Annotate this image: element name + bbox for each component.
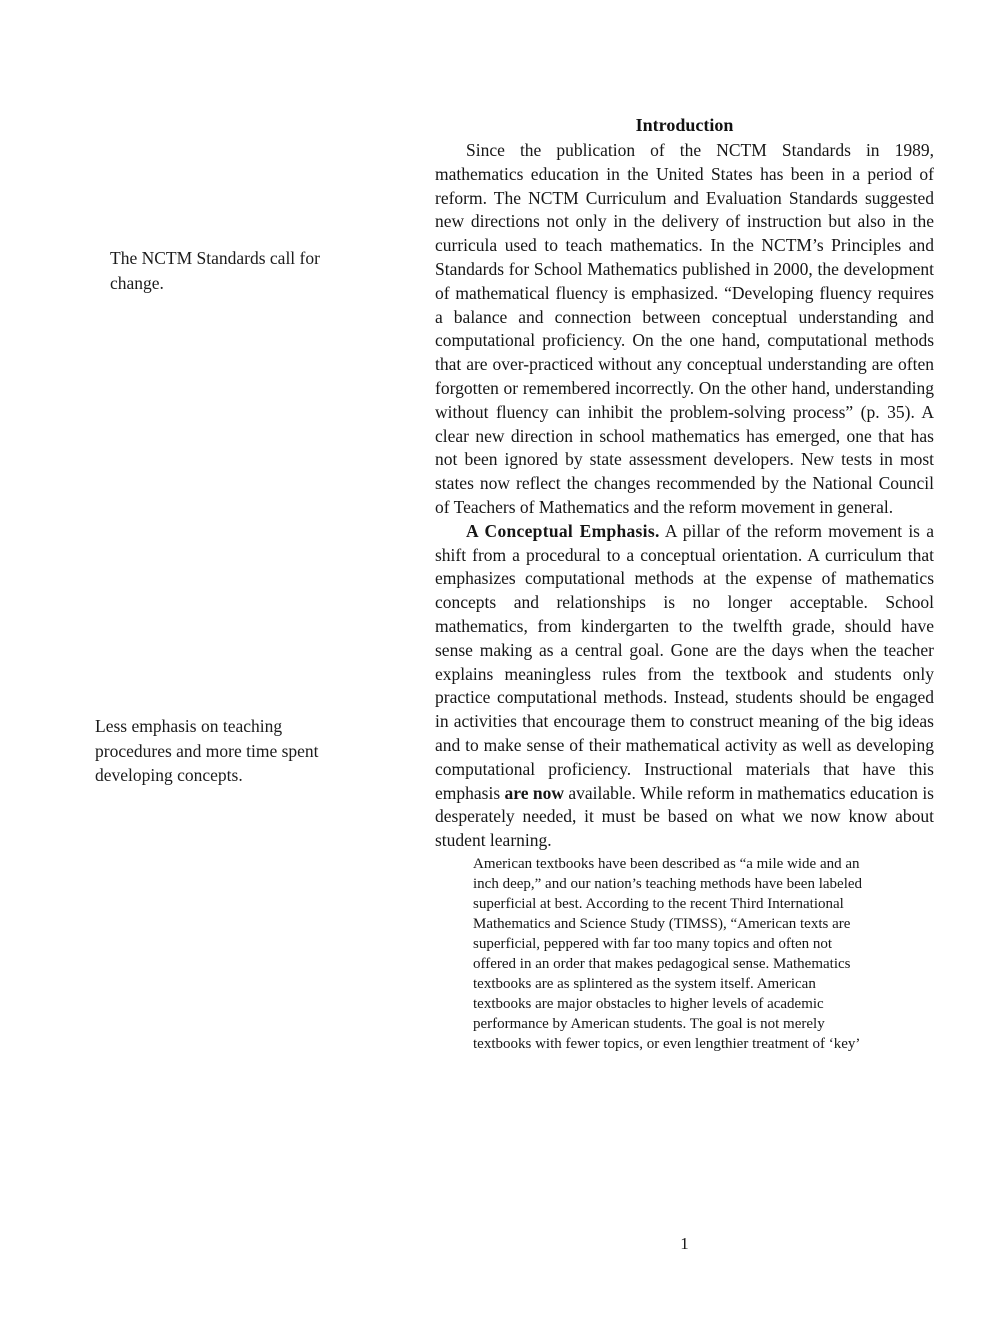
margin-note-nctm-standards: The NCTM Standards call for change.	[110, 248, 320, 293]
paragraph-lead-in: A Conceptual Emphasis.	[466, 520, 660, 541]
paragraph-conceptual-emphasis	[435, 520, 934, 853]
block-quotation-timss: American textbooks have been described as “a mile wide and an inch deep,” and our nation’s teaching methods have been labeled superficial at best. According to the recent Third International Mathematics and Science Study (TIMSS), “American texts are superficial, peppered with far too many topics and often not offered in an order that makes pedagogical sense. Mathematics textbooks are as splintered as the system itself. American textbooks are major obstacles to higher levels of academic performance by American students. The goal is not merely textbooks with fewer topics, or even lengthier treatment of ‘key’	[473, 855, 863, 1052]
paragraph-introduction: Since the publication of the NCTM Standards in 1989, mathematics education in the United States has been in a period of reform. The NCTM Curriculum and Evaluation Standards suggested new directions not only in the delivery of instruction but also in the curricula used to teach mathematics. In the NCTM’s Principles and Standards for School Mathematics published in 2000, the development of mathematical fluency is emphasized. “Developing fluency requires a balance and connection between conceptual understanding and computational proficiency. On the one hand, computational methods that are over-practiced without any conceptual understanding are often forgotten or remembered incorrectly. On the other hand, understanding without fluency can inhibit the problem-solving process” (p. 35). A clear new direction in school mathematics has emerged, one that has not been ignored by state assessment developers. New tests in most states now reflect the changes recommended by the National Council of Teachers of Mathematics and the reform movement in general.	[435, 140, 934, 517]
main-text-column	[435, 113, 934, 1054]
margin-note-less-emphasis: Less emphasis on teaching procedures and more time spent developing concepts.	[95, 716, 319, 785]
section-heading-introduction: Introduction	[635, 115, 734, 135]
paragraph-text-part2: available. While reform in mathematics education is desperately needed, it must be based on what we now know about student learning.	[435, 782, 934, 851]
paragraph-text-part1: A pillar of the reform movement is a shift from a procedural to a conceptual orientation. A curriculum that emphasizes computational methods at the expense of mathematics concepts and relationships is no longer acceptable. School mathematics, from kindergarten to the twelfth grade, should have sense making as a central goal. Gone are the days when the teacher explains meaningless rules from the textbook and students only practice computational methods. Instead, students should be engaged in activities that encourage them to construct meaning of the big ideas and to make sense of their mathematical activity as well as developing computational proficiency. Instructional materials that have this emphasis	[435, 520, 934, 803]
emphasis-are-now: are now	[504, 782, 564, 803]
page-number: 1	[680, 1234, 689, 1253]
